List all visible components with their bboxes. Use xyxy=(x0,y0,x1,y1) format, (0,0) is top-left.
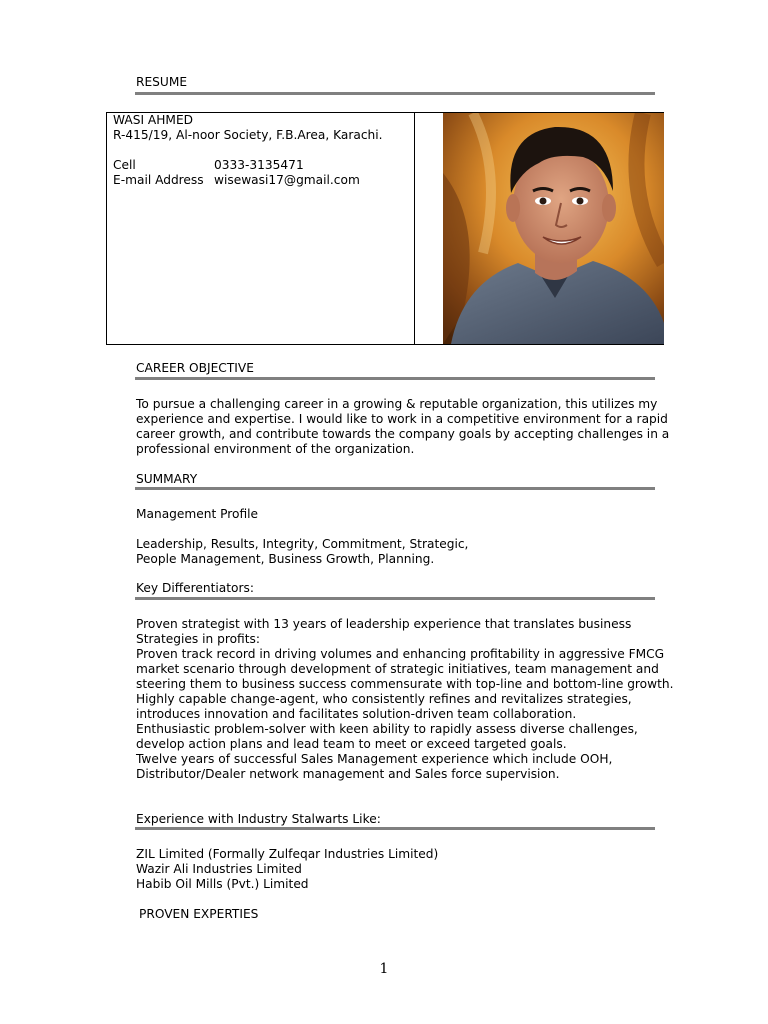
key-differentiators-heading: Key Differentiators: xyxy=(136,581,254,595)
career-objective-line: professional environment of the organization. xyxy=(136,442,415,456)
email-value: wisewasi17@gmail.com xyxy=(214,173,360,187)
differentiator-line: market scenario through development of strategic initiatives, team management and xyxy=(136,662,659,676)
differentiator-line: Proven strategist with 13 years of leadership experience that translates business xyxy=(136,617,632,631)
candidate-address: R-415/19, Al-noor Society, F.B.Area, Karachi. xyxy=(113,128,383,142)
contact-details xyxy=(113,113,383,188)
company-item: Habib Oil Mills (Pvt.) Limited xyxy=(136,877,309,891)
career-objective-line: To pursue a challenging career in a growing & reputable organization, this utilizes my xyxy=(136,397,658,411)
key-differentiators-rule xyxy=(135,597,655,600)
contact-divider xyxy=(414,113,415,344)
profile-line: People Management, Business Growth, Planning. xyxy=(136,552,435,566)
candidate-name: WASI AHMED xyxy=(113,113,194,127)
experience-rule xyxy=(135,827,655,830)
differentiator-line: develop action plans and lead team to meet or exceed targeted goals. xyxy=(136,737,567,751)
summary-heading: SUMMARY xyxy=(136,472,198,486)
company-item: Wazir Ali Industries Limited xyxy=(136,862,302,876)
resume-title: RESUME xyxy=(136,75,188,89)
person-portrait-icon xyxy=(443,113,664,344)
management-profile-title: Management Profile xyxy=(136,507,259,521)
career-objective-line: experience and expertise. I would like to work in a competitive environment for a rapid xyxy=(136,412,668,426)
profile-line: Leadership, Results, Integrity, Commitment, Strategic, xyxy=(136,537,469,551)
proven-experties-heading: PROVEN EXPERTIES xyxy=(139,907,259,921)
page-number: 1 xyxy=(379,961,389,977)
cell-row xyxy=(113,158,383,173)
company-item: ZIL Limited (Formally Zulfeqar Industries Limited) xyxy=(136,847,439,861)
cell-value: 0333-3135471 xyxy=(214,158,304,172)
career-objective-line: career growth, and contribute towards the company goals by accepting challenges in a xyxy=(136,427,670,441)
cell-label: Cell xyxy=(113,158,136,172)
differentiator-line: Proven track record in driving volumes and enhancing profitability in aggressive FMCG xyxy=(136,647,665,661)
contact-box xyxy=(106,112,664,345)
summary-rule xyxy=(135,487,655,490)
career-objective-text xyxy=(136,397,670,457)
email-row xyxy=(113,173,383,188)
header-rule xyxy=(135,92,655,95)
experience-heading: Experience with Industry Stalwarts Like: xyxy=(136,812,381,826)
differentiator-line: steering them to business success commensurate with top-line and bottom-line growth. xyxy=(136,677,674,691)
management-profile-text xyxy=(136,537,666,567)
differentiator-line: Distributor/Dealer network management and Sales force supervision. xyxy=(136,767,560,781)
differentiator-line: Twelve years of successful Sales Management experience which include OOH, xyxy=(136,752,613,766)
experience-companies xyxy=(136,847,666,892)
key-differentiators-text xyxy=(136,617,674,782)
differentiator-line: Strategies in profits: xyxy=(136,632,260,646)
differentiator-line: introduces innovation and facilitates solution-driven team collaboration. xyxy=(136,707,577,721)
email-label: E-mail Address xyxy=(113,173,204,187)
career-objective-heading: CAREER OBJECTIVE xyxy=(136,361,254,375)
differentiator-line: Enthusiastic problem-solver with keen ability to rapidly assess diverse challenges, xyxy=(136,722,638,736)
differentiator-line: Highly capable change-agent, who consistently refines and revitalizes strategies, xyxy=(136,692,632,706)
career-objective-rule xyxy=(135,377,655,380)
